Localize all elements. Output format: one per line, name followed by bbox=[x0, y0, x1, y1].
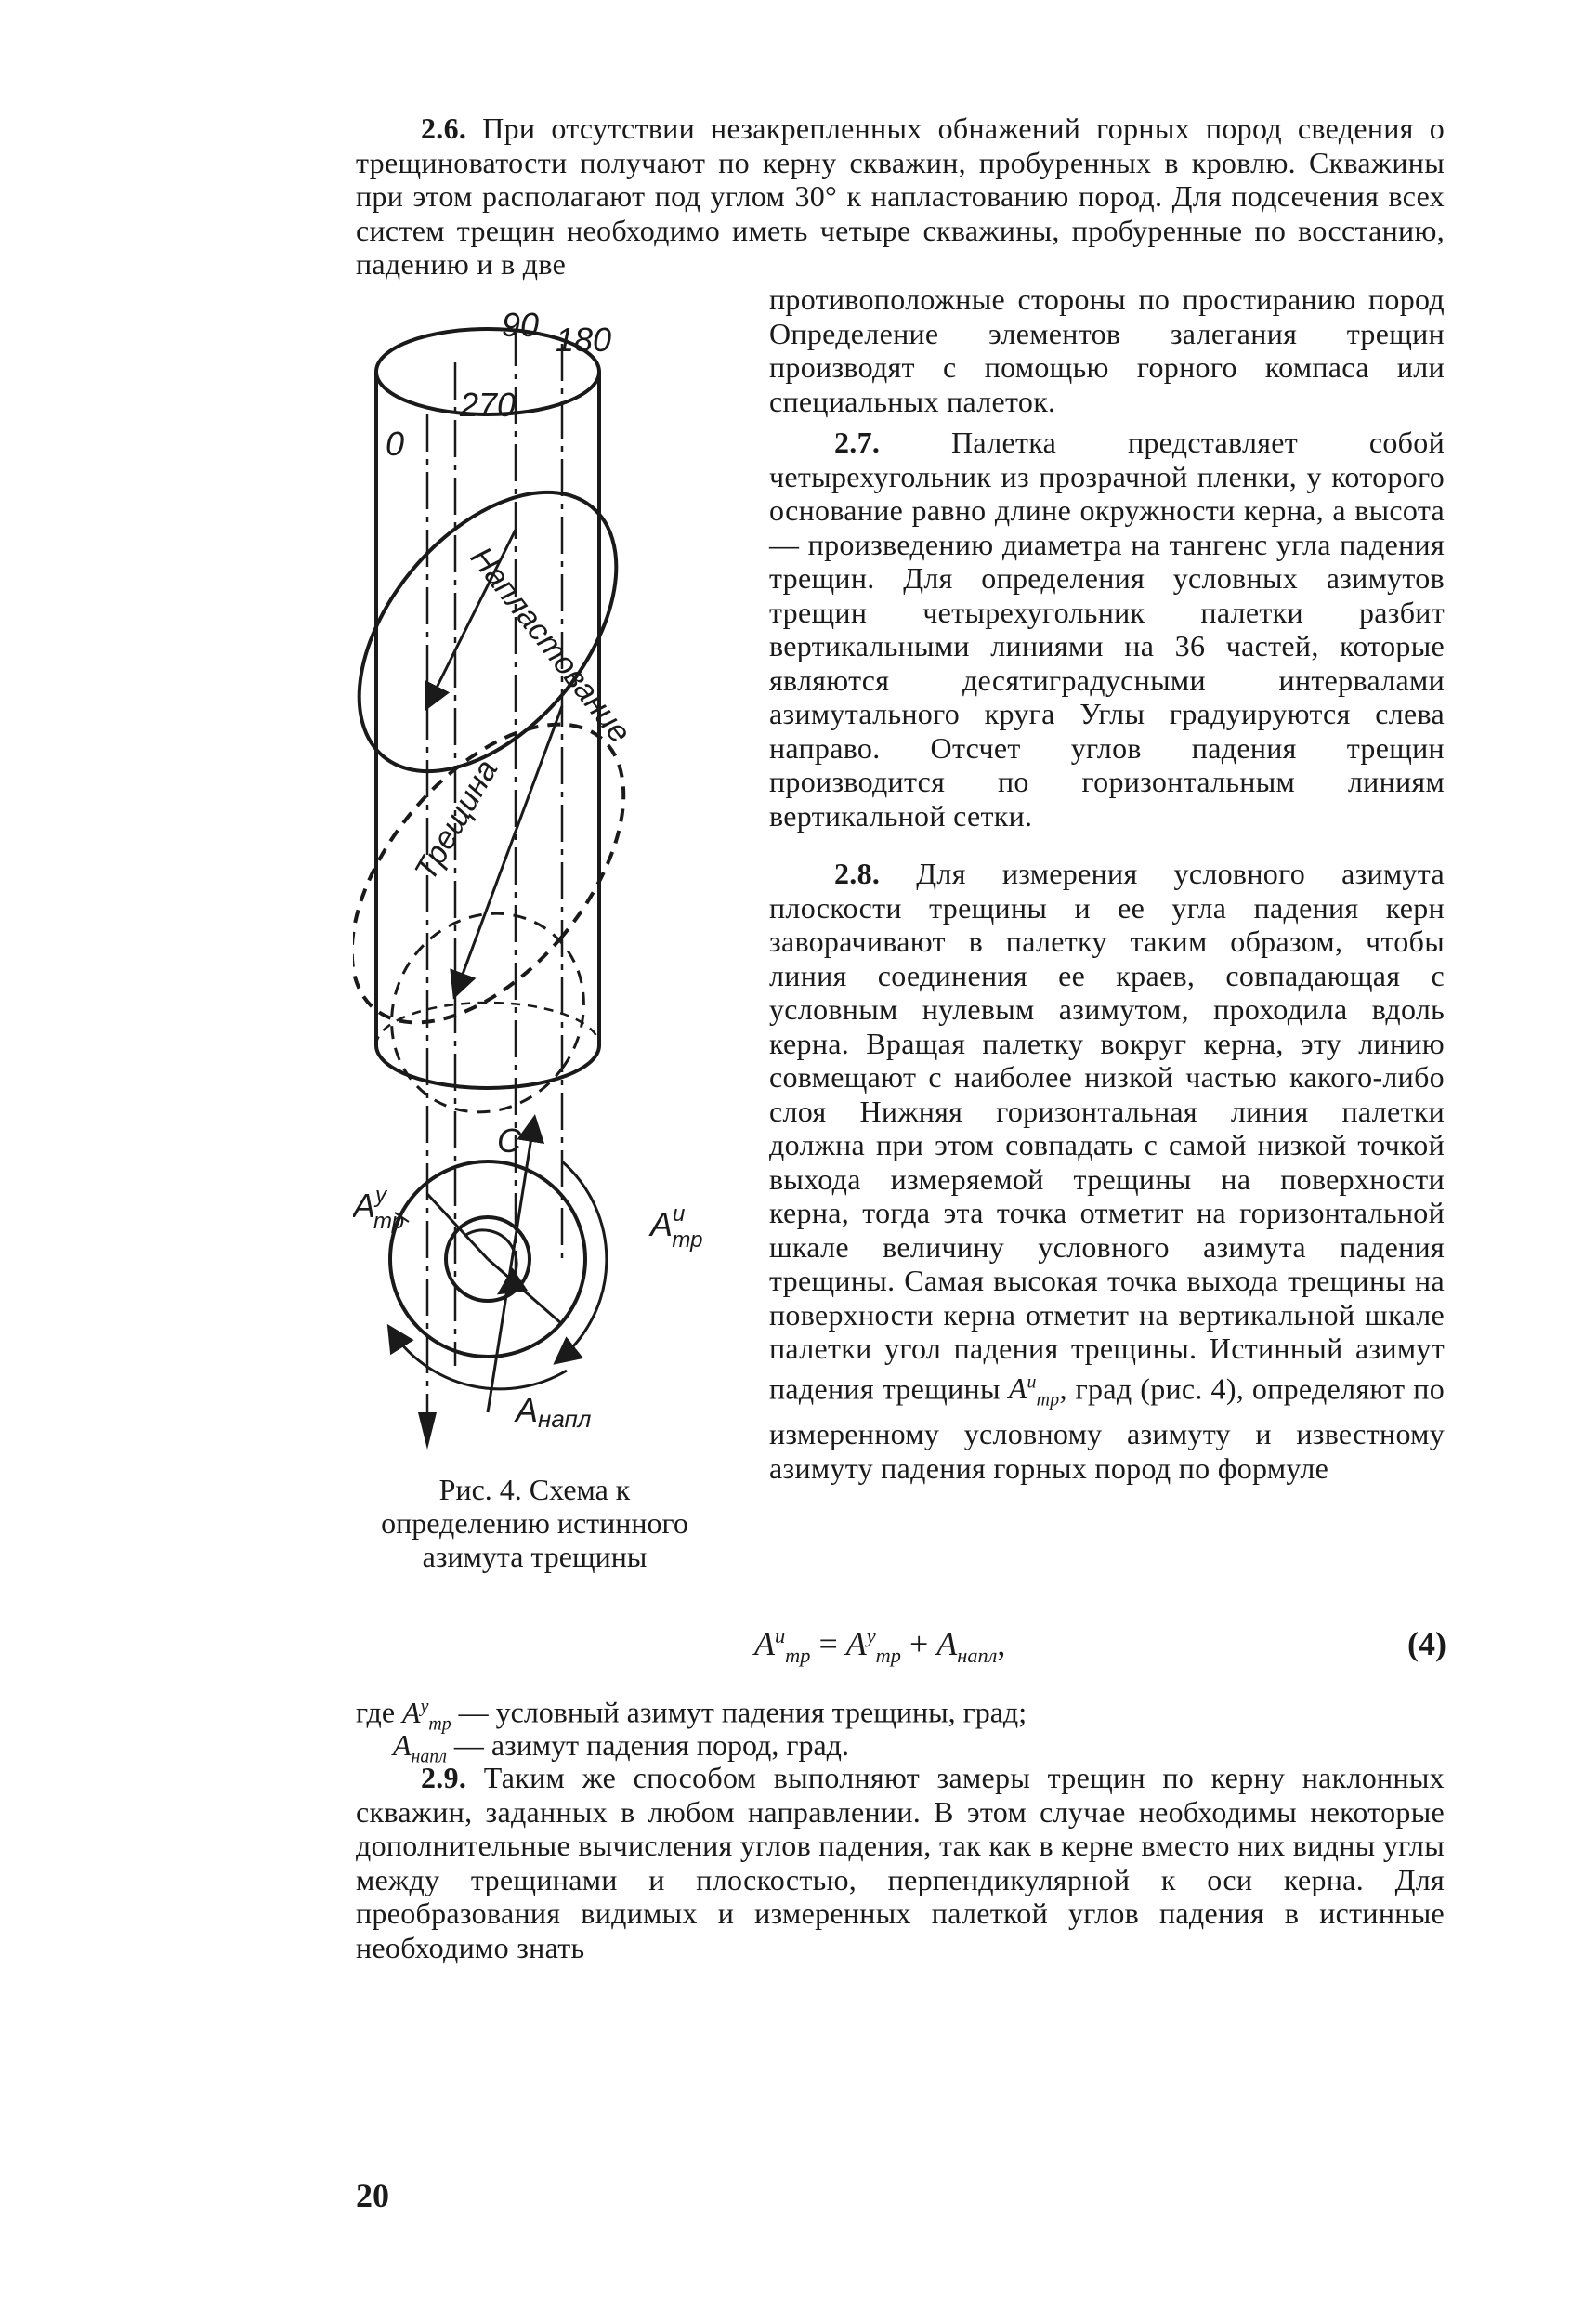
formula-plus: + bbox=[900, 1625, 937, 1662]
formula-comma: , bbox=[997, 1625, 1006, 1662]
formula-number: (4) bbox=[1407, 1625, 1446, 1662]
def-symbol-sup: у bbox=[420, 1696, 429, 1716]
paragraph-2-7 bbox=[769, 426, 1445, 833]
def-text: — азимут падения пород, град. bbox=[446, 1728, 849, 1762]
paragraph-2-6-continued bbox=[769, 282, 1445, 418]
def-symbol bbox=[402, 1695, 451, 1735]
label-a-tr-i-sup: и bbox=[673, 1201, 686, 1227]
lower-plane-ellipse bbox=[353, 876, 622, 1150]
label-crack: Трещина bbox=[408, 754, 505, 886]
azimuth-line-right bbox=[488, 1259, 562, 1324]
def-symbol-sub: напл bbox=[411, 1746, 447, 1767]
paragraph-text: противоположные стороны по простиранию пород Определение элементов залегания трещин производят с помощью горного компаса или специальных палеток. bbox=[769, 282, 1445, 418]
cylinder-bottom-arc bbox=[376, 1045, 599, 1088]
paragraph-2-6 bbox=[356, 112, 1445, 282]
formula-term-1: A bbox=[845, 1625, 867, 1662]
label-90: 90 bbox=[502, 307, 540, 344]
formula-lhs-sup: и bbox=[775, 1624, 786, 1647]
formula-expression bbox=[754, 1624, 1005, 1668]
paragraph-text: При отсутствии незакрепленных обнажений горных пород сведения о трещиноватости получают по керну скважин, пробуренных в кровлю. Скважины при этом располагают под углом 30° к напластованию пород. Для подсечения всех систем трещин необходимо иметь четыре скважины, пробуренные по восстанию, падению и в две bbox=[356, 112, 1445, 281]
label-a-napl-letter: A bbox=[516, 1391, 539, 1429]
paragraph-text: Для измерения условного азимута плоскости трещины и ее угла падения керн заворачивают в палетку таким образом, чтобы линия соединения ее краев, совпадающая с условным нулевым азимутом, проходила вдоль керна. Вращая палетку вокруг керна, эту линию совмещают с наиболее низкой частью какого-либо слоя Нижняя горизонтальная линия палетки должна при этом совпадать с самой низкой точкой выхода измеряемой трещины на поверхности керна, тогда эта точка отметит на горизонтальной шкале величину условного азимута падения трещины. Самая высокая точка выхода трещины на поверхности керна отметит на вертикальной шкале палетки угол падения трещины. Истинный азимут падения трещины bbox=[769, 857, 1445, 1406]
paragraph-text: Палетка представляет собой четырехугольник из прозрачной пленки, у которого основание равно длине окружности керна, а высота — произведению диаметра на тангенс угла падения трещин. Для определения условных азимутов трещин четырехугольник палетки разбит вертикальными линиями на 36 частей, которые являются десятиградусными интервалами азимутального круга Углы градуируются слева направо. Отсчет углов падения трещин производится по горизонтальным линиям вертикальной сетки. bbox=[769, 426, 1445, 833]
figure-core-diagram bbox=[353, 307, 743, 1459]
def-symbol bbox=[393, 1728, 447, 1767]
paragraph-number: 2.6. bbox=[421, 112, 467, 145]
paragraph-number: 2.7. bbox=[834, 426, 881, 459]
symbol-letter: A bbox=[1008, 1371, 1027, 1406]
label-180: 180 bbox=[556, 321, 612, 359]
paragraph-2-8 bbox=[769, 857, 1445, 1485]
label-a-tr-u-sup: у bbox=[375, 1183, 387, 1208]
formula-4 bbox=[754, 1624, 1446, 1671]
label-a-tr-u-sub: тр bbox=[373, 1209, 405, 1234]
arc-a-napl bbox=[390, 1329, 567, 1389]
paragraph-2-9 bbox=[356, 1761, 1445, 1964]
formula-lhs-sub: тр bbox=[785, 1644, 811, 1668]
def-text: — условный азимут падения трещины, град; bbox=[451, 1695, 1027, 1729]
def-symbol-letter: A bbox=[393, 1728, 412, 1762]
def-symbol-letter: A bbox=[402, 1695, 421, 1729]
where-word: где bbox=[356, 1695, 403, 1729]
formula-equals: = bbox=[810, 1625, 846, 1662]
figure-caption: Рис. 4. Схема к определению истинного азимута трещины bbox=[381, 1473, 688, 1573]
formula-term-2-sub: напл bbox=[957, 1644, 998, 1668]
crack-dip-arrow bbox=[455, 706, 562, 994]
symbol-a-tr-i bbox=[1008, 1371, 1060, 1410]
symbol-sub: тр bbox=[1036, 1389, 1060, 1410]
label-a-tr-i-letter: A bbox=[650, 1205, 674, 1243]
compass-outer-circle bbox=[390, 1161, 585, 1357]
label-a-tr-u-letter: A bbox=[353, 1187, 376, 1225]
label-a-tr-u bbox=[353, 1183, 404, 1234]
formula-lhs: A bbox=[754, 1625, 775, 1662]
formula-term-2: A bbox=[936, 1625, 958, 1662]
formula-term-1-sup: у bbox=[866, 1624, 876, 1647]
label-bedding: Напластование bbox=[463, 540, 638, 750]
paragraph-number: 2.8. bbox=[834, 857, 881, 890]
paragraph-text-end: , град (рис. 4), определяют по измеренному условному азимуту и известному азимуту падения горных пород по формуле bbox=[769, 1371, 1445, 1485]
label-0: 0 bbox=[386, 425, 405, 463]
dip-arrow-head bbox=[418, 1412, 437, 1450]
arc-a-tr-i bbox=[557, 1161, 607, 1361]
label-a-tr-i bbox=[648, 1201, 702, 1253]
label-a-napl bbox=[514, 1391, 592, 1433]
paragraph-text: Таким же способом выполняют замеры трещин по керну наклонных скважин, заданных в любом направлении. В этом случае необходимы некоторые дополнительные вычисления углов падения, так как в керне вместо них видны углы между трещинами и плоскостью, перпендикулярной к оси керна. Для преобразования видимых и измеренных палеткой углов падения в истинные необходимо знать bbox=[356, 1761, 1445, 1964]
page-number: 20 bbox=[356, 2177, 389, 2214]
formula-term-1-sub: тр bbox=[875, 1644, 901, 1668]
paragraph-number: 2.9. bbox=[421, 1761, 467, 1794]
label-270: 270 bbox=[460, 386, 517, 424]
label-a-napl-sub: напл bbox=[538, 1405, 592, 1433]
symbol-sup: и bbox=[1027, 1371, 1037, 1393]
azimuth-line-left bbox=[427, 1194, 488, 1259]
bedding-plane-ellipse bbox=[353, 444, 667, 819]
label-north: С bbox=[497, 1122, 521, 1160]
def-symbol-sub: тр bbox=[428, 1713, 451, 1735]
label-a-tr-i-sub: тр bbox=[672, 1227, 703, 1253]
